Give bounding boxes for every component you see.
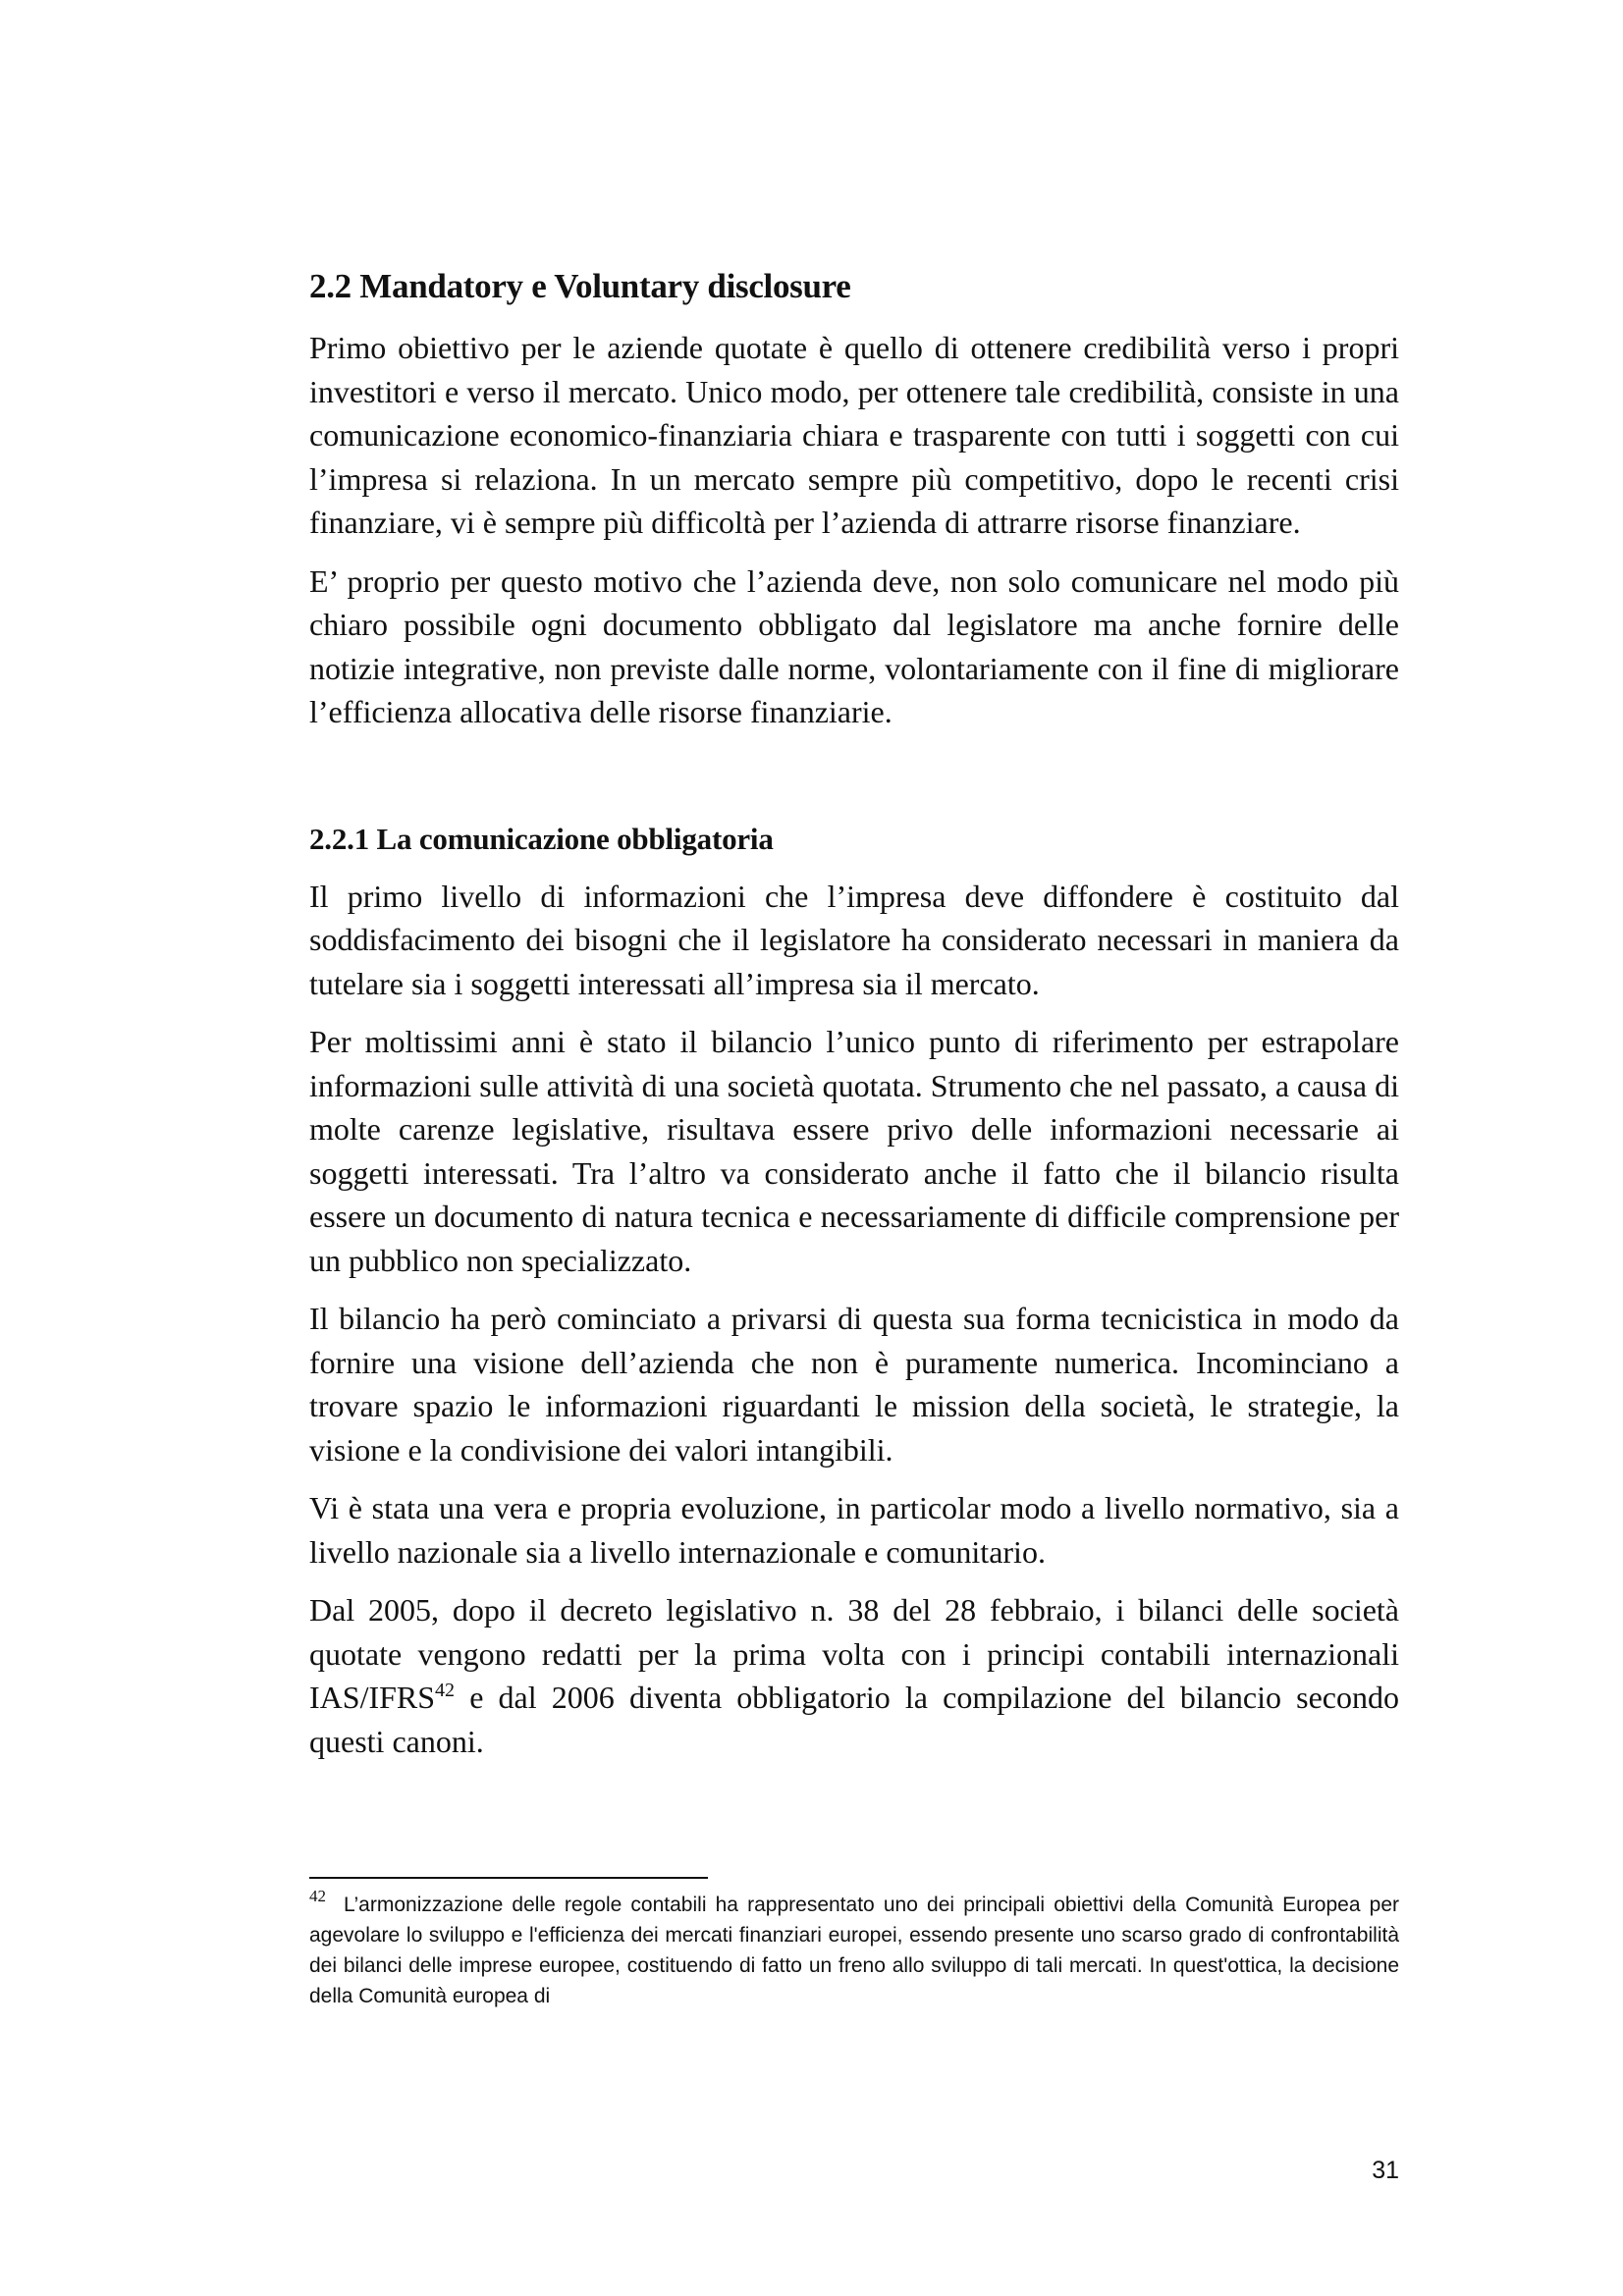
page-number: 31 xyxy=(1372,2157,1399,2184)
paragraph: Il primo livello di informazioni che l’impresa deve diffondere è costituito dal soddisfacimento dei bisogni che il legislatore ha considerato necessari in maniera da tutelare sia i soggetti interessati all’impresa sia il mercato. xyxy=(309,878,1399,1001)
paragraph: Vi è stata una vera e propria evoluzione, in particolar modo a livello normativo, sia a livello nazionale sia a livello internazionale e comunitario. xyxy=(309,1490,1399,1570)
section-spacer xyxy=(309,749,1399,818)
footnote-number: 42 xyxy=(309,1887,326,1905)
paragraph-text: Dal 2005, dopo il decreto legislativo n. 38 del 28 febbraio, i bilanci delle società quotate vengono redatti per la prima volta con i principi contabili internazionali IAS/IFRS xyxy=(309,1592,1399,1715)
paragraph-text: e dal 2006 diventa obbligatorio la compilazione del bilancio secondo questi canoni. xyxy=(309,1680,1399,1759)
section-title: 2.2 Mandatory e Voluntary disclosure xyxy=(309,267,851,305)
paragraph: Il bilancio ha però cominciato a privarsi di questa sua forma tecnicistica in modo da fornire una visione dell’azienda che non è puramente numerica. Incominciano a trovare spazio le informazioni riguardanti le mission della società, le strategie, la visione e la condivisione dei valori intangibili. xyxy=(309,1301,1399,1468)
main-text xyxy=(309,265,1399,1778)
paragraph-with-footnote-ref xyxy=(309,1588,1399,1763)
subsection-title: 2.2.1 La comunicazione obbligatoria xyxy=(309,821,774,856)
footnote-text: L’armonizzazione delle regole contabili ha rappresentato uno dei principali obiettivi della Comunità Europea per agevolare lo sviluppo e l'efficienza dei mercati finanziari europei, essendo presente uno scarso grado di confrontabilità dei bilanci delle imprese europee, costituendo di fatto un freno allo sviluppo di tali mercati. In quest'ottica, la decisione della Comunità europea di xyxy=(309,1894,1399,2007)
footnote xyxy=(309,1887,1399,2011)
paragraph: E’ proprio per questo motivo che l’azienda deve, non solo comunicare nel modo più chiaro possibile ogni documento obbligato dal legislatore ma anche fornire delle notizie integrative, non previste dalle norme, volontariamente con il fine di migliorare l’efficienza allocativa delle risorse finanziarie. xyxy=(309,562,1399,729)
footnote-divider xyxy=(309,1877,708,1879)
paragraph: Primo obiettivo per le aziende quotate è quello di ottenere credibilità verso i propri investitori e verso il mercato. Unico modo, per ottenere tale credibilità, consiste in una comunicazione economico-finanziaria chiara e trasparente con tutti i soggetti con cui l’impresa si relaziona. In un mercato sempre più competitivo, dopo le recenti crisi finanziare, vi è sempre più difficoltà per l’azienda di attrarre risorse finanziare. xyxy=(309,330,1399,540)
footnote-reference[interactable]: 42 xyxy=(435,1680,456,1701)
paragraph: Per moltissimi anni è stato il bilancio l’unico punto di riferimento per estrapolare informazioni sulle attività di una società quotata. Strumento che nel passato, a causa di molte carenze legislative, risultava essere privo delle informazioni necessarie ai soggetti interessati. Tra l’altro va considerato anche il fatto che il bilancio risulta essere un documento di natura tecnica e necessariamente di difficile comprensione per un pubblico non specializzato. xyxy=(309,1024,1399,1278)
